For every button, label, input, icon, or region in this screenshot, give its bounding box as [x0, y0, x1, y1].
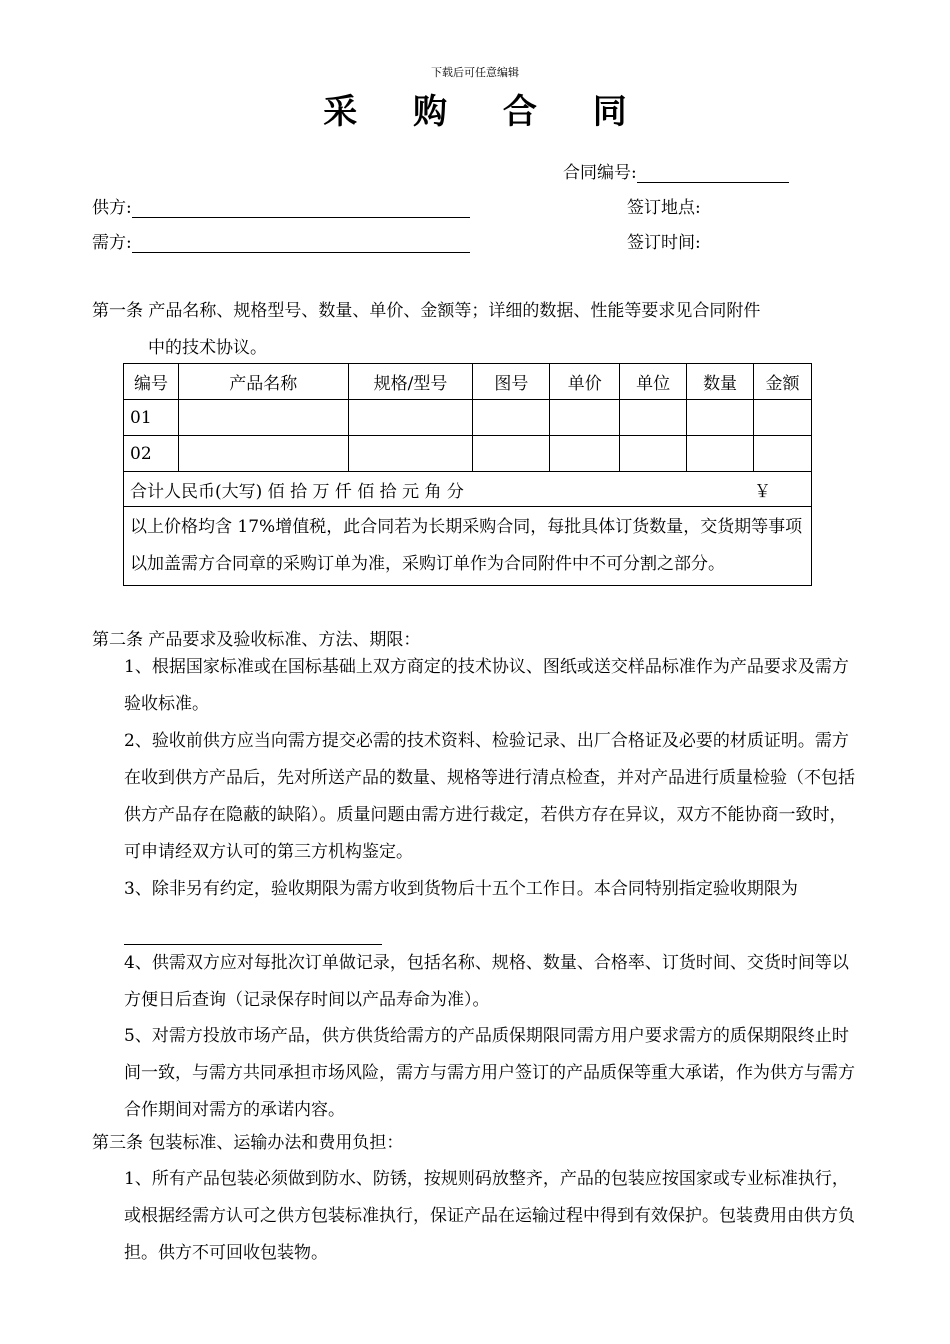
article2-item-2-text: 2、验收前供方应当向需方提交必需的技术资料、检验记录、出厂合格证及必要的材质证明。需方在收到供方产品后，先对所送产品的数量、规格等进行清点检查，并对产品进行质量检验（不包括供方产品存在隐蔽的缺陷）。质量问题由需方进行裁定，若供方存在异议，双方不能协商一致时，可申请经双方认可的第三方机构鉴定。 — [124, 731, 855, 862]
th-no: 编号 — [124, 364, 179, 400]
cell-drawing — [473, 400, 550, 436]
article3-heading: 第三条 包装标准、运输办法和费用负担： — [92, 1133, 404, 1153]
total-symbol: ￥ — [754, 481, 771, 502]
supplier-blank — [132, 199, 470, 218]
th-spec: 规格/型号 — [348, 364, 473, 400]
cell-amount — [754, 400, 812, 436]
th-price: 单价 — [550, 364, 620, 400]
article1-heading: 第一条 产品名称、规格型号、数量、单价、金额等；详细的数据、性能等要求见合同附件 — [92, 301, 761, 321]
cell-spec — [348, 400, 473, 436]
cell-unit — [620, 436, 687, 472]
cell-spec — [348, 436, 473, 472]
table-row — [124, 436, 812, 472]
document-title: 采 购 合 同 — [323, 92, 649, 132]
th-unit: 单位 — [620, 364, 687, 400]
th-amount: 金额 — [754, 364, 812, 400]
buyer-row — [92, 228, 470, 253]
contract-no-label: 合同编号: — [563, 163, 637, 183]
th-qty: 数量 — [687, 364, 754, 400]
article2-item-1 — [124, 649, 858, 723]
header-note: 下载后可任意编辑 — [431, 66, 519, 79]
contract-no-blank — [637, 164, 789, 183]
article1-heading-cont: 中的技术协议。 — [148, 338, 267, 358]
total-cell — [124, 472, 812, 507]
sign-place: 签订地点: — [627, 198, 701, 218]
table-row — [124, 400, 812, 436]
contract-no-row — [563, 158, 789, 183]
supplier-label: 供方: — [92, 198, 132, 218]
sign-time: 签订时间: — [627, 233, 701, 253]
article2-item-4 — [124, 945, 858, 1019]
article2-heading: 第二条 产品要求及验收标准、方法、期限： — [92, 630, 421, 650]
article2-item-5-text: 5、对需方投放市场产品，供方供货给需方的产品质保期限同需方用户要求需方的质保期限终止时间一致，与需方共同承担市场风险，需方与需方用户签订的产品质保等重大承诺，作为供方与需方合作期间对需方的承诺内容。 — [124, 1026, 855, 1120]
cell-unit — [620, 400, 687, 436]
th-name: 产品名称 — [178, 364, 348, 400]
article2-item-1-text: 1、根据国家标准或在国标基础上双方商定的技术协议、图纸或送交样品标准作为产品要求及需方验收标准。 — [124, 657, 849, 714]
cell-name — [178, 436, 348, 472]
article2-item-3-text: 3、除非另有约定，验收期限为需方收到货物后十五个工作日。本合同特别指定验收期限为 — [124, 879, 798, 899]
cell-qty — [687, 400, 754, 436]
cell-price — [550, 436, 620, 472]
table-header-row — [124, 364, 812, 400]
cell-name — [178, 400, 348, 436]
cell-no: 01 — [124, 400, 179, 436]
product-table — [123, 363, 812, 586]
article2-item-3 — [124, 871, 858, 945]
cell-qty — [687, 436, 754, 472]
cell-drawing — [473, 436, 550, 472]
th-drawing: 图号 — [473, 364, 550, 400]
supplier-row — [92, 193, 470, 218]
total-label: 合计人民币(大写) 佰 拾 万 仟 佰 拾 元 角 分 — [130, 481, 464, 502]
article3-item-1 — [124, 1161, 858, 1272]
cell-price — [550, 400, 620, 436]
total-row — [124, 472, 812, 507]
acceptance-period-blank — [124, 926, 382, 945]
cell-amount — [754, 436, 812, 472]
note-row — [124, 507, 812, 586]
article2-item-5 — [124, 1018, 858, 1129]
article2-item-4-text: 4、供需双方应对每批次订单做记录，包括名称、规格、数量、合格率、订货时间、交货时间等以方便日后查询（记录保存时间以产品寿命为准）。 — [124, 953, 849, 1010]
article3-item-1-text: 1、所有产品包装必须做到防水、防锈，按规则码放整齐，产品的包装应按国家或专业标准执行，或根据经需方认可之供方包装标准执行，保证产品在运输过程中得到有效保护。包装费用由供方负担。供方不可回收包装物。 — [124, 1169, 855, 1263]
buyer-blank — [132, 234, 470, 253]
cell-no: 02 — [124, 436, 179, 472]
buyer-label: 需方: — [92, 233, 132, 253]
article2-item-2 — [124, 723, 858, 871]
table-note: 以上价格均含 17%增值税，此合同若为长期采购合同，每批具体订货数量，交货期等事项以加盖需方合同章的采购订单为准，采购订单作为合同附件中不可分割之部分。 — [124, 507, 812, 586]
